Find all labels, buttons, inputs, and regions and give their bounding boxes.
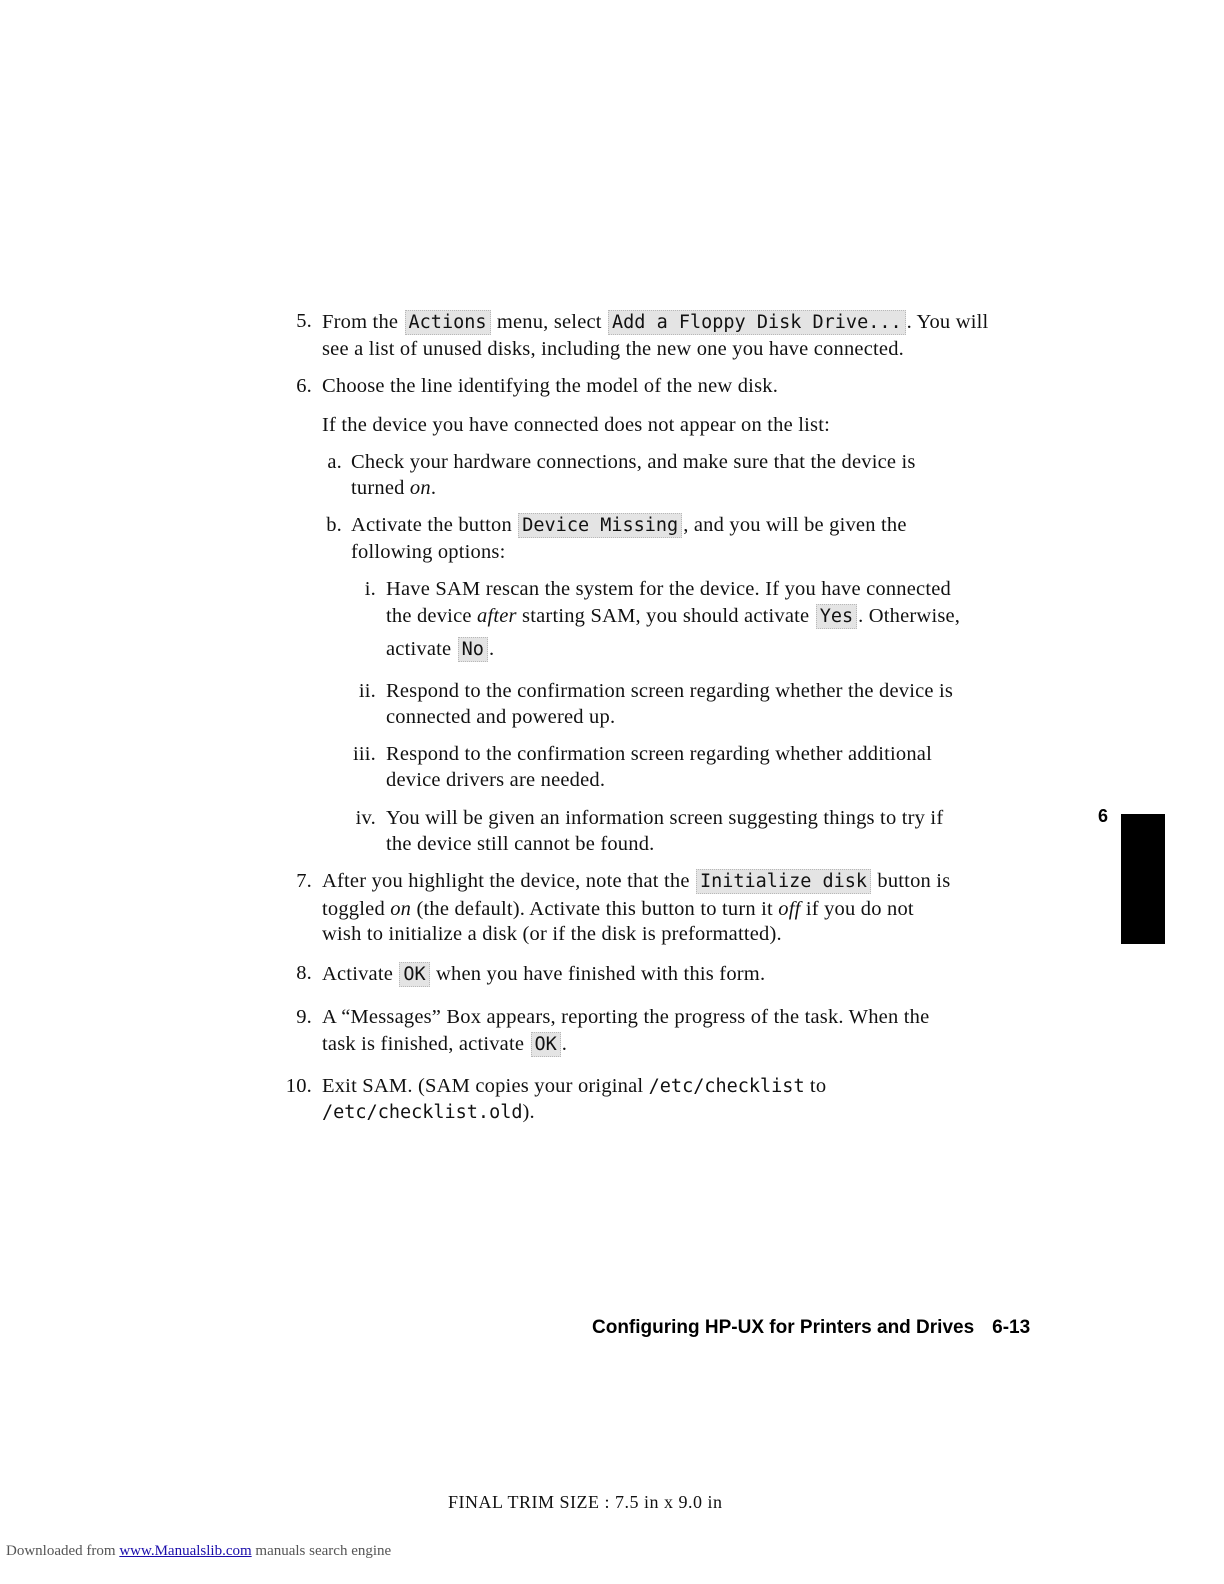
actions-menu-key: Actions — [405, 310, 491, 335]
yes-key: Yes — [816, 604, 857, 629]
checklist-path: /etc/checklist — [648, 1076, 805, 1097]
manualslib-link[interactable]: www.Manualslib.com — [119, 1543, 252, 1559]
step-number: 9. — [296, 1006, 312, 1028]
step-number: 6. — [296, 375, 312, 397]
option-iv-line-1: You will be given an information screen suggesting things to try if — [386, 807, 944, 829]
step-5-line-2: see a list of unused disks, including the new one you have connected. — [322, 338, 904, 360]
step-7-line-3: wish to initialize a disk (or if the disk is preformatted). — [322, 923, 782, 945]
step-9-line-2: task is finished, activate OK . — [322, 1033, 568, 1055]
step-9-line-1: A “Messages” Box appears, reporting the progress of the task. When the — [322, 1006, 930, 1028]
substep-b-line-2: following options: — [351, 541, 506, 563]
option-i-line-3: activate No . — [386, 638, 495, 660]
step-6-intro: If the device you have connected does not appear on the list: — [322, 414, 831, 436]
step-7-line-1: After you highlight the device, note that the Initialize disk button is — [322, 870, 951, 892]
roman-label: i. — [364, 578, 376, 600]
roman-label: ii. — [358, 680, 376, 702]
running-footer — [592, 1317, 1030, 1339]
checklist-old-path: /etc/checklist.old — [322, 1102, 523, 1123]
substep-label: a. — [327, 451, 342, 473]
option-i-line-2: the device after starting SAM, you should activate Yes . Otherwise, — [386, 605, 961, 627]
chapter-tab-marker — [1121, 814, 1165, 944]
step-number: 8. — [296, 962, 312, 984]
step-5-line-1: From the Actions menu, select Add a Floppy Disk Drive... . You will — [322, 311, 989, 333]
step-10-line-1: Exit SAM. (SAM copies your original /etc/checklist to — [322, 1075, 827, 1097]
step-8-line-1: Activate OK when you have finished with this form. — [322, 963, 766, 985]
no-key: No — [458, 637, 488, 662]
roman-label: iv. — [355, 807, 376, 829]
step-10-line-2: /etc/checklist.old). — [322, 1101, 535, 1123]
step-number: 10. — [285, 1075, 312, 1097]
step-number: 5. — [296, 310, 312, 332]
option-ii-line-2: connected and powered up. — [386, 706, 616, 728]
initialize-disk-key: Initialize disk — [696, 869, 871, 894]
option-ii-line-1: Respond to the confirmation screen regarding whether the device is — [386, 680, 954, 702]
chapter-tab-number: 6 — [1098, 806, 1109, 826]
option-iv-line-2: the device still cannot be found. — [386, 833, 655, 855]
substep-b-line-1: Activate the button Device Missing , and you will be given the — [351, 514, 907, 536]
step-7-line-2: toggled on (the default). Activate this button to turn it off if you do not — [322, 898, 914, 920]
option-i-line-1: Have SAM rescan the system for the device. If you have connected — [386, 578, 951, 600]
roman-label: iii. — [352, 743, 376, 765]
option-iii-line-2: device drivers are needed. — [386, 769, 606, 791]
option-iii-line-1: Respond to the confirmation screen regarding whether additional — [386, 743, 933, 765]
substep-a-line-1: Check your hardware connections, and make sure that the device is — [351, 451, 916, 473]
ok-key: OK — [531, 1032, 561, 1057]
device-missing-key: Device Missing — [518, 513, 682, 538]
footer-chapter-title: Configuring HP-UX for Printers and Drives — [592, 1317, 975, 1338]
page-number: 6-13 — [992, 1317, 1031, 1338]
ok-key: OK — [399, 962, 429, 987]
substep-label: b. — [326, 514, 342, 536]
step-6-text: Choose the line identifying the model of the new disk. — [322, 375, 779, 397]
substep-a-line-2: turned on. — [351, 477, 437, 499]
step-number: 7. — [296, 870, 312, 892]
download-notice: Downloaded from www.Manualslib.com manuals search engine — [6, 1543, 392, 1559]
add-floppy-disk-drive-key: Add a Floppy Disk Drive... — [608, 310, 906, 335]
trim-size-note: FINAL TRIM SIZE : 7.5 in x 9.0 in — [448, 1492, 723, 1512]
